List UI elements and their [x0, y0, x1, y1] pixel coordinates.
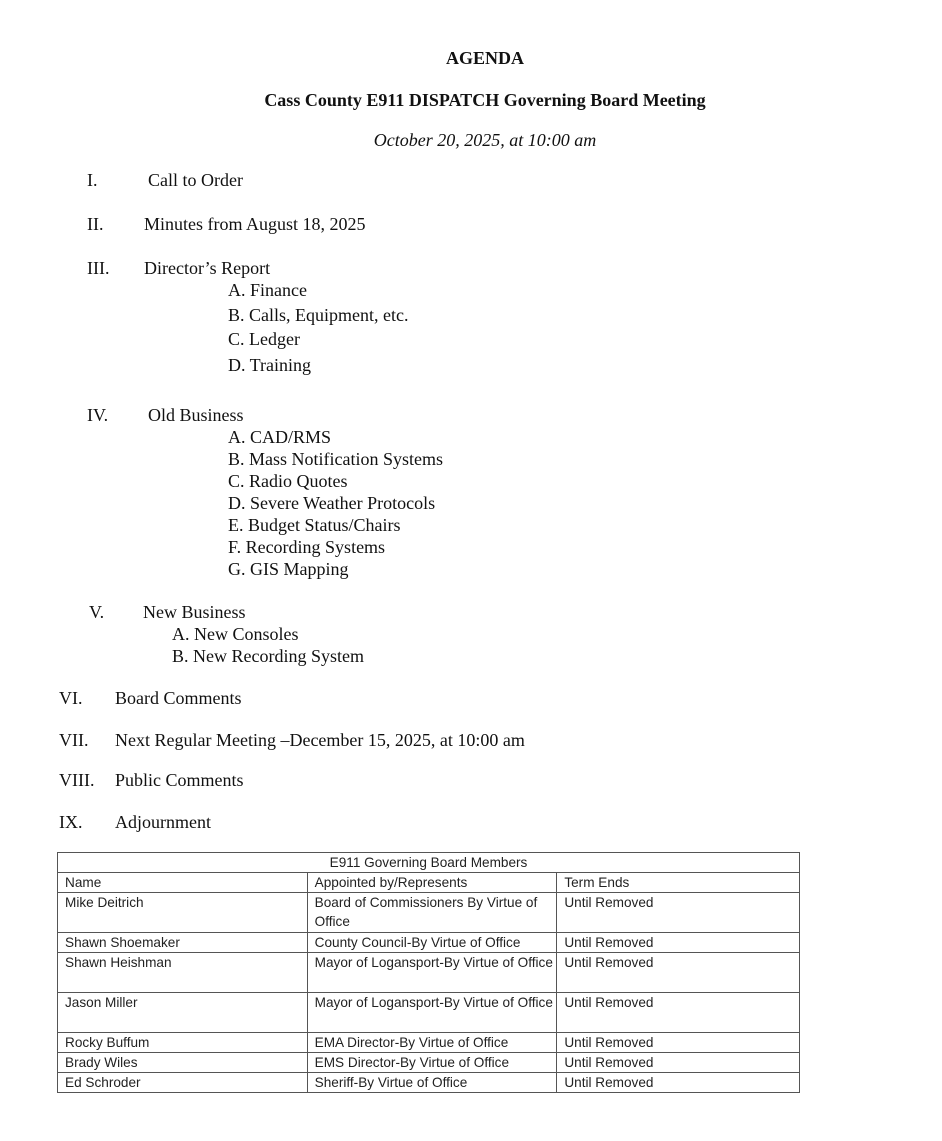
term-ends: Until Removed [557, 1053, 800, 1073]
appointed-by: Board of Commissioners By Virtue of Office [307, 893, 557, 933]
agenda-item-number: VII. [59, 730, 89, 750]
agenda-subitem: C. Ledger [228, 329, 300, 349]
agenda-title: AGENDA [445, 48, 524, 68]
member-name: Jason Miller [58, 993, 308, 1033]
agenda-item-text: Adjournment [115, 812, 211, 832]
agenda-item-number: V. [89, 602, 105, 622]
member-name: Rocky Buffum [58, 1033, 308, 1053]
term-ends: Until Removed [557, 893, 800, 933]
board-members-table [57, 852, 800, 1093]
member-name: Ed Schroder [58, 1073, 308, 1093]
appointed-by: EMS Director-By Virtue of Office [307, 1053, 557, 1073]
table-row [58, 933, 800, 953]
table-row [58, 953, 800, 993]
meeting-title: Cass County E911 DISPATCH Governing Board Meeting [264, 90, 706, 110]
term-ends: Until Removed [557, 993, 800, 1033]
agenda-item-number: I. [87, 170, 98, 190]
agenda-subitem: D. Training [228, 355, 312, 375]
table-row [58, 893, 800, 933]
column-header-appointed: Appointed by/Represents [307, 873, 557, 893]
member-name: Mike Deitrich [58, 893, 308, 933]
agenda-item-text: Public Comments [115, 770, 244, 790]
table-row [58, 1033, 800, 1053]
agenda-item-text: Board Comments [115, 688, 242, 708]
agenda-subitem: C. Radio Quotes [228, 471, 348, 491]
agenda-item-text: Call to Order [148, 170, 243, 190]
agenda-item-text: Minutes from August 18, 2025 [144, 214, 366, 234]
agenda-subitem: B. Mass Notification Systems [228, 449, 443, 469]
agenda-item-number: II. [87, 214, 104, 234]
agenda-item-number: VI. [59, 688, 83, 708]
appointed-by: Mayor of Logansport-By Virtue of Office [307, 993, 557, 1033]
column-header-name: Name [58, 873, 308, 893]
appointed-by: Mayor of Logansport-By Virtue of Office [307, 953, 557, 993]
table-row [58, 993, 800, 1033]
agenda-subitem: A. CAD/RMS [228, 427, 332, 447]
agenda-subitem: D. Severe Weather Protocols [228, 493, 436, 513]
appointed-by: County Council-By Virtue of Office [307, 933, 557, 953]
term-ends: Until Removed [557, 953, 800, 993]
agenda-subitem: E. Budget Status/Chairs [228, 515, 401, 535]
table-row [58, 1073, 800, 1093]
agenda-item-number: VIII. [59, 770, 95, 790]
member-name: Shawn Heishman [58, 953, 308, 993]
appointed-by: EMA Director-By Virtue of Office [307, 1033, 557, 1053]
appointed-by: Sheriff-By Virtue of Office [307, 1073, 557, 1093]
term-ends: Until Removed [557, 1033, 800, 1053]
column-header-term: Term Ends [557, 873, 800, 893]
agenda-subitem: A. New Consoles [172, 624, 299, 644]
agenda-subitem: B. New Recording System [172, 646, 364, 666]
agenda-subitem: G. GIS Mapping [228, 559, 349, 579]
term-ends: Until Removed [557, 933, 800, 953]
agenda-item-text: Director’s Report [144, 258, 271, 278]
term-ends: Until Removed [557, 1073, 800, 1093]
agenda-item-text: New Business [143, 602, 246, 622]
agenda-subitem: F. Recording Systems [228, 537, 386, 557]
agenda-subitem: B. Calls, Equipment, etc. [228, 305, 409, 325]
agenda-item-number: III. [87, 258, 110, 278]
agenda-subitem: A. Finance [228, 280, 307, 300]
member-name: Brady Wiles [58, 1053, 308, 1073]
table-row [58, 1053, 800, 1073]
agenda-item-number: IX. [59, 812, 83, 832]
meeting-date: October 20, 2025, at 10:00 am [373, 130, 597, 150]
member-name: Shawn Shoemaker [58, 933, 308, 953]
agenda-item-text: Old Business [148, 405, 244, 425]
agenda-item-number: IV. [87, 405, 109, 425]
table-title: E911 Governing Board Members [58, 853, 800, 873]
agenda-item-text: Next Regular Meeting –December 15, 2025, at 10:00 am [115, 730, 525, 750]
